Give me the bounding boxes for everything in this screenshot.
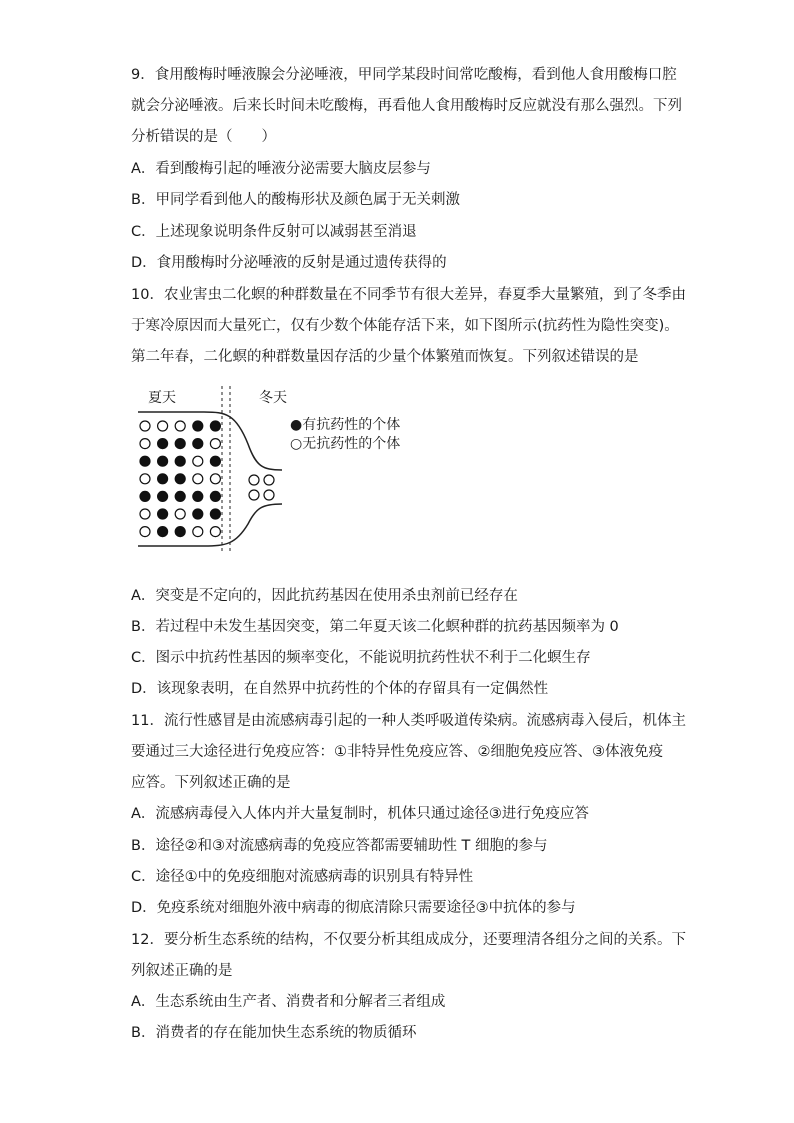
- summer-nonresistant-dot: [140, 527, 150, 537]
- legend-resistant: ●有抗药性的个体: [290, 417, 401, 433]
- q12-option-b: B．消费者的存在能加快生态系统的物质循环: [131, 1025, 417, 1041]
- summer-resistant-dot: [140, 456, 150, 466]
- summer-resistant-dot: [158, 456, 168, 466]
- q9-option-b: B．甲同学看到他人的酸梅形状及颜色属于无关刺激: [131, 192, 460, 208]
- q11-stem-line: 11．流行性感冒是由流感病毒引起的一种人类呼吸道传染病。流感病毒入侵后，机体主: [131, 713, 686, 729]
- summer-nonresistant-dot: [210, 474, 220, 484]
- summer-resistant-dot: [158, 474, 168, 484]
- q10-stem-line: 第二年春，二化螟的种群数量因存活的少量个体繁殖而恢复。下列叙述错误的是: [131, 349, 639, 365]
- summer-resistant-dot: [210, 491, 220, 501]
- legend-nonresistant: ○无抗药性的个体: [290, 436, 401, 452]
- winter-nonresistant-dot: [249, 490, 259, 500]
- q11-stem-line: 应答。下列叙述正确的是: [131, 775, 291, 791]
- q9-option-c: C．上述现象说明条件反射可以减弱甚至消退: [131, 224, 417, 240]
- q12-option-a: A．生态系统由生产者、消费者和分解者三者组成: [131, 994, 446, 1010]
- q11-option-c: C．途径①中的免疫细胞对流感病毒的识别具有特异性: [131, 869, 474, 885]
- q10-option-b: B．若过程中未发生基因突变，第二年夏天该二化螟种群的抗药基因频率为 0: [131, 619, 619, 635]
- q10-option-c: C．图示中抗药性基因的频率变化，不能说明抗药性状不利于二化螟生存: [131, 650, 591, 666]
- q12-stem-line: 列叙述正确的是: [131, 963, 233, 979]
- summer-resistant-dot: [158, 439, 168, 449]
- summer-individuals: [140, 421, 220, 537]
- q9-stem-line: 9．食用酸梅时唾液腺会分泌唾液，甲同学某段时间常吃酸梅，看到他人食用酸梅口腔: [131, 67, 677, 83]
- summer-resistant-dot: [175, 474, 185, 484]
- q10-option-d: D．该现象表明，在自然界中抗药性的个体的存留具有一定偶然性: [131, 681, 549, 697]
- summer-nonresistant-dot: [210, 527, 220, 537]
- winter-nonresistant-dot: [264, 475, 274, 485]
- q11-stem-line: 要通过三大途径进行免疫应答：①非特异性免疫应答、②细胞免疫应答、③体液免疫: [131, 744, 663, 760]
- summer-resistant-dot: [210, 421, 220, 431]
- winter-nonresistant-dot: [264, 490, 274, 500]
- summer-nonresistant-dot: [210, 439, 220, 449]
- q11-option-b: B．途径②和③对流感病毒的免疫应答都需要辅助性 T 细胞的参与: [131, 838, 548, 854]
- winter-individuals: [249, 475, 274, 500]
- summer-resistant-dot: [175, 439, 185, 449]
- summer-resistant-dot: [210, 456, 220, 466]
- summer-nonresistant-dot: [193, 474, 203, 484]
- summer-resistant-dot: [158, 491, 168, 501]
- summer-resistant-dot: [158, 527, 168, 537]
- summer-label: 夏天: [148, 390, 176, 406]
- q10-stem-line: 10．农业害虫二化螟的种群数量在不同季节有很大差异，春夏季大量繁殖，到了冬季由: [131, 287, 686, 303]
- q9-stem-line: 分析错误的是（ ）: [131, 129, 276, 145]
- q9-stem-line: 就会分泌唾液。后来长时间未吃酸梅，再看他人食用酸梅时反应就没有那么强烈。下列: [131, 98, 682, 114]
- summer-nonresistant-dot: [175, 509, 185, 519]
- winter-label: 冬天: [259, 390, 287, 406]
- q9-option-d: D．食用酸梅时分泌唾液的反射是通过遗传获得的: [131, 255, 447, 271]
- population-figure: [138, 386, 428, 552]
- summer-resistant-dot: [210, 509, 220, 519]
- summer-nonresistant-dot: [140, 474, 150, 484]
- summer-nonresistant-dot: [175, 421, 185, 431]
- q11-option-a: A．流感病毒侵入人体内并大量复制时，机体只通过途径③进行免疫应答: [131, 806, 589, 822]
- q12-stem-line: 12．要分析生态系统的结构，不仅要分析其组成成分，还要理清各组分之间的关系。下: [131, 932, 686, 948]
- q11-option-d: D．免疫系统对细胞外液中病毒的彻底清除只需要途径③中抗体的参与: [131, 900, 576, 916]
- q10-stem-line: 于寒冷原因而大量死亡，仅有少数个体能存活下来，如下图所示(抗药性为隐性突变)。: [131, 318, 679, 334]
- summer-resistant-dot: [193, 491, 203, 501]
- summer-nonresistant-dot: [193, 456, 203, 466]
- q10-option-a: A．突变是不定向的，因此抗药基因在使用杀虫剂前已经存在: [131, 588, 518, 604]
- summer-nonresistant-dot: [140, 421, 150, 431]
- summer-nonresistant-dot: [140, 439, 150, 449]
- winter-nonresistant-dot: [249, 475, 259, 485]
- summer-resistant-dot: [175, 527, 185, 537]
- figure-diagram: [138, 386, 428, 552]
- summer-nonresistant-dot: [140, 509, 150, 519]
- summer-nonresistant-dot: [158, 421, 168, 431]
- summer-resistant-dot: [175, 491, 185, 501]
- q9-option-a: A．看到酸梅引起的唾液分泌需要大脑皮层参与: [131, 161, 431, 177]
- summer-resistant-dot: [193, 509, 203, 519]
- summer-resistant-dot: [158, 509, 168, 519]
- summer-resistant-dot: [193, 421, 203, 431]
- summer-nonresistant-dot: [193, 527, 203, 537]
- summer-resistant-dot: [140, 491, 150, 501]
- summer-resistant-dot: [193, 439, 203, 449]
- summer-resistant-dot: [175, 456, 185, 466]
